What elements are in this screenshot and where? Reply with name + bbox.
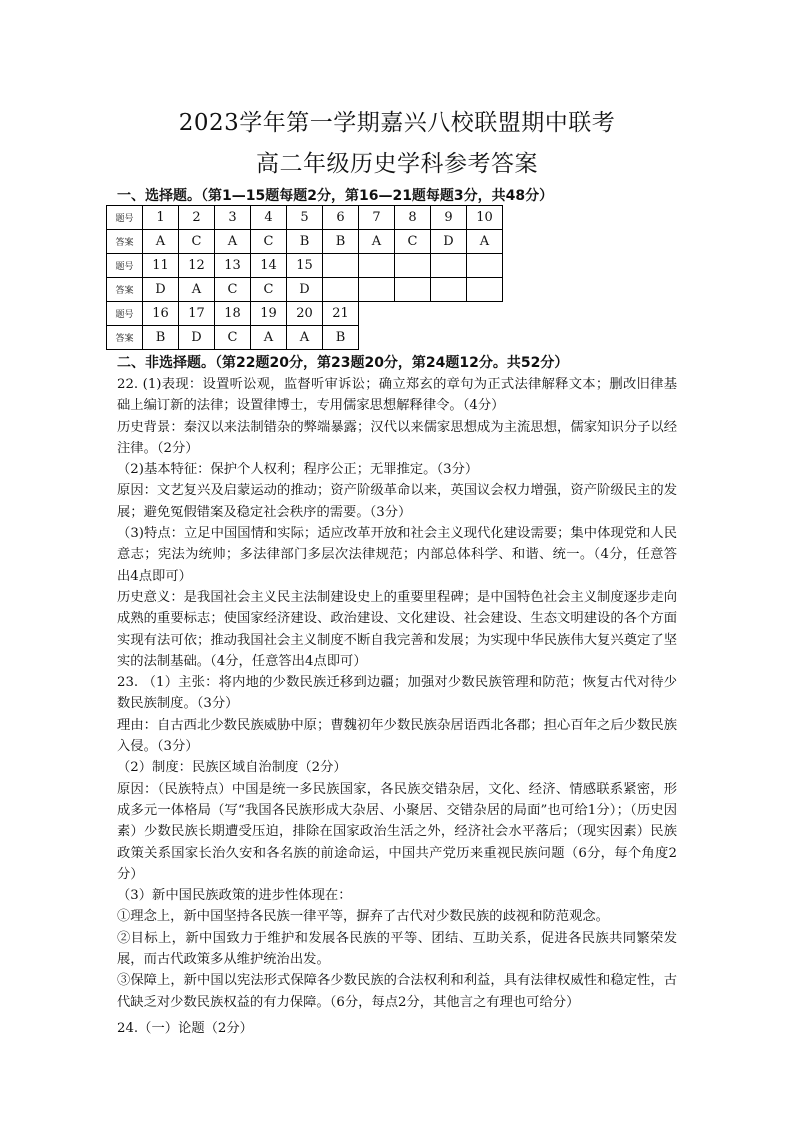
table-row-label: 答案 [107, 230, 143, 254]
empty-cell [395, 278, 431, 302]
answer-cell: B [323, 326, 359, 350]
empty-cell [431, 254, 467, 278]
paragraph: （3）新中国民族政策的进步性体现在： [117, 888, 352, 904]
empty-cell [467, 254, 503, 278]
answer-cell: A [215, 230, 251, 254]
question-number: 12 [179, 254, 215, 278]
answer-cell: A [179, 278, 215, 302]
section-heading-essay: 二、非选择题。（第22题20分，第23题20分，第24题12分。共52分） [117, 355, 569, 371]
table-row-label: 题号 [107, 254, 143, 278]
empty-cell [359, 254, 395, 278]
paragraph: 24.（一）论题（2分） [117, 1020, 253, 1036]
question-number: 13 [215, 254, 251, 278]
answer-cell: A [467, 230, 503, 254]
page-title: 2023学年第一学期嘉兴八校联盟期中联考 [178, 110, 616, 136]
table-row [107, 302, 503, 326]
question-number: 2 [179, 206, 215, 230]
table-blank-area [359, 326, 503, 350]
empty-cell [431, 278, 467, 302]
paragraph: 原因：（民族特点）中国是统一多民族国家，各民族交错杂居，文化、经济、情感联系紧密，形成多元一体格局（写“我国各民族形成大杂居、小聚居、交错杂居的局面”也可给1分）；（历史因素）少数民族长期遭受压迫，排除在国家政治生活之外，经济社会水平落后；（现实因素）民族政策关系国家长治久安和各名族的前途命运，中国共产党历来重视民族问题（6分，每个角度2分） [117, 781, 677, 882]
question-number: 11 [143, 254, 179, 278]
answer-cell: C [251, 230, 287, 254]
table-row-label: 题号 [107, 206, 143, 230]
table-blank-area [359, 302, 503, 326]
question-number: 8 [395, 206, 431, 230]
answer-cell: B [323, 230, 359, 254]
paragraph: ②目标上，新中国致力于维护和发展各民族的平等、团结、互助关系，促进各民族共同繁荣发展，而古代政策多从维护统治出发。 [117, 930, 677, 968]
answer-cell: A [359, 230, 395, 254]
question-number: 10 [467, 206, 503, 230]
question-number: 16 [143, 302, 179, 326]
paragraph: （3)特点：立足中国国情和实际；适应改革开放和社会主义现代化建设需要；集中体现党和人民意志；宪法为统帅；多法律部门多层次法律规范；内部总体科学、和谐、统一。（4分，任意答出4点即可） [117, 526, 677, 584]
table-row [107, 254, 503, 278]
paragraph: 理由：自古西北少数民族威胁中原；曹魏初年少数民族杂居语西北各郡；担心百年之后少数民族入侵。（3分） [117, 717, 677, 755]
answer-table [106, 205, 503, 350]
question-number: 9 [431, 206, 467, 230]
question-number: 15 [287, 254, 323, 278]
answer-cell: B [287, 230, 323, 254]
answer-cell: D [287, 278, 323, 302]
question-number: 6 [323, 206, 359, 230]
answer-cell: B [143, 326, 179, 350]
question-number: 18 [215, 302, 251, 326]
table-row [107, 206, 503, 230]
question-number: 21 [323, 302, 359, 326]
table-row-label: 答案 [107, 278, 143, 302]
question-number: 5 [287, 206, 323, 230]
answer-cell: C [215, 326, 251, 350]
answer-body [117, 374, 677, 1039]
section-heading-choice: 一、选择题。（第1—15题每题2分，第16—21题每题3分，共48分） [117, 188, 554, 204]
question-number: 19 [251, 302, 287, 326]
table-row [107, 230, 503, 254]
empty-cell [395, 254, 431, 278]
paragraph: （2）制度：民族区域自治制度（2分） [117, 760, 347, 776]
paragraph: 22. (1)表现：设置听讼观，监督听审诉讼；确立郑玄的章句为正式法律解释文本；删改旧律基础上编订新的法律；设置律博士，专用儒家思想解释律令。（4分） [117, 377, 677, 414]
answer-cell: A [251, 326, 287, 350]
question-number: 3 [215, 206, 251, 230]
question-number: 1 [143, 206, 179, 230]
question-number: 7 [359, 206, 395, 230]
paragraph: ③保障上，新中国以宪法形式保障各少数民族的合法权利和利益，具有法律权威性和稳定性，古代缺乏对少数民族权益的有力保障。（6分，每点2分，其他言之有理也可给分） [117, 973, 677, 1010]
empty-cell [359, 278, 395, 302]
question-number: 4 [251, 206, 287, 230]
table-row [107, 326, 503, 350]
table-row-label: 答案 [107, 326, 143, 350]
paragraph: 历史意义：是我国社会主义民主法制建设史上的重要里程碑；是中国特色社会主义制度逐步走向成熟的重要标志；使国家经济建设、政治建设、文化建设、社会建设、生态文明建设的各个方面实现有法可依；推动我国社会主义制度不断自我完善和发展；为实现中华民族伟大复兴奠定了坚实的法制基础。（4分，任意答出4点即可） [117, 589, 677, 669]
answer-cell: D [179, 326, 215, 350]
empty-cell [467, 278, 503, 302]
table-row-label: 题号 [107, 302, 143, 326]
paragraph: 原因：文艺复兴及启蒙运动的推动；资产阶级革命以来，英国议会权力增强，资产阶级民主的发展；避免冤假错案及稳定社会秩序的需要。（3分） [117, 483, 677, 520]
answer-cell: D [143, 278, 179, 302]
paragraph: ①理念上，新中国坚持各民族一律平等，摒弃了古代对少数民族的歧视和防范观念。 [117, 909, 609, 925]
paragraph: 历史背景：秦汉以来法制错杂的弊端暴露；汉代以来儒家思想成为主流思想，儒家知识分子以经注律。（2分） [117, 419, 677, 456]
answer-cell: C [215, 278, 251, 302]
question-number: 20 [287, 302, 323, 326]
answer-cell: D [431, 230, 467, 254]
answer-cell: C [395, 230, 431, 254]
question-number: 14 [251, 254, 287, 278]
answer-cell: A [287, 326, 323, 350]
paragraph: 23. （1）主张：将内地的少数民族迁移到边疆；加强对少数民族管理和防范；恢复古代对待少数民族制度。（3分） [117, 675, 677, 712]
answer-cell: C [251, 278, 287, 302]
paragraph: （2)基本特征：保护个人权利；程序公正；无罪推定。（3分） [117, 462, 479, 478]
table-row [107, 278, 503, 302]
question-number: 17 [179, 302, 215, 326]
answer-cell: A [143, 230, 179, 254]
empty-cell [323, 254, 359, 278]
answer-cell: C [179, 230, 215, 254]
empty-cell [323, 278, 359, 302]
page-subtitle: 高二年级历史学科参考答案 [256, 151, 538, 177]
